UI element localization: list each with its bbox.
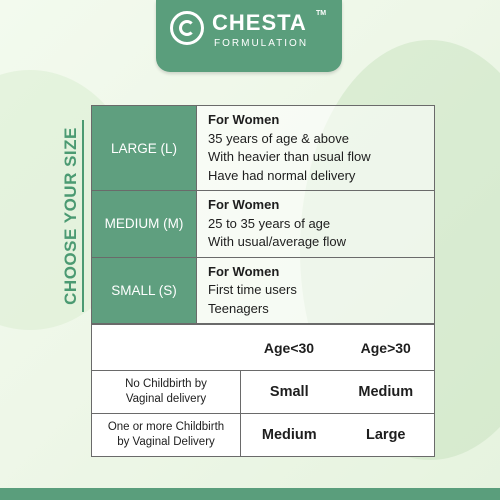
column-header: Age>30 [338, 325, 435, 371]
empty-header-cell [92, 325, 241, 371]
size-row-medium [92, 191, 435, 258]
table-row [92, 414, 435, 457]
size-detail: First time users [208, 282, 297, 297]
row-label-line: Vaginal delivery [125, 393, 207, 405]
size-detail: 35 years of age & above [208, 130, 349, 146]
table-cell: Medium [338, 371, 435, 414]
size-description [197, 191, 435, 258]
size-detail: 25 to 35 years of age [208, 215, 331, 231]
footer-bar [0, 488, 500, 500]
age-table-header-row [92, 325, 435, 371]
logo-trademark: TM [316, 10, 327, 17]
table-row [92, 371, 435, 414]
logo-brand-name: CHESTA [212, 10, 307, 35]
table-cell: Medium [241, 414, 338, 457]
size-row-small [92, 257, 435, 324]
logo-subtitle: FORMULATION [214, 38, 309, 49]
table-cell: Small [241, 371, 338, 414]
table-cell: Large [338, 414, 435, 457]
size-heading: For Women [208, 263, 280, 279]
size-label: SMALL (S) [92, 257, 197, 324]
size-description [197, 106, 435, 191]
row-label-line: One or more Childbirth [107, 421, 225, 433]
size-detail: With usual/average flow [208, 234, 347, 249]
section-title: CHOOSE YOUR SIZE [61, 116, 84, 316]
brand-logo [156, 0, 342, 72]
size-detail: With heavier than usual flow [208, 149, 371, 164]
size-label: LARGE (L) [92, 106, 197, 191]
column-header: Age<30 [241, 325, 338, 371]
row-label-line: No Childbirth by [125, 378, 207, 390]
row-label [92, 371, 241, 414]
size-heading: For Women [208, 197, 280, 212]
size-detail: Teenagers [208, 300, 269, 316]
row-label [92, 414, 241, 457]
age-table [91, 324, 435, 457]
size-label: MEDIUM (M) [92, 191, 197, 258]
size-row-large [92, 106, 435, 191]
size-description [197, 257, 435, 324]
size-heading: For Women [208, 112, 280, 127]
row-label-line: by Vaginal Delivery [117, 436, 215, 448]
size-detail: Have had normal delivery [208, 167, 356, 183]
logo-mark-icon [170, 11, 204, 45]
size-table [91, 105, 435, 324]
